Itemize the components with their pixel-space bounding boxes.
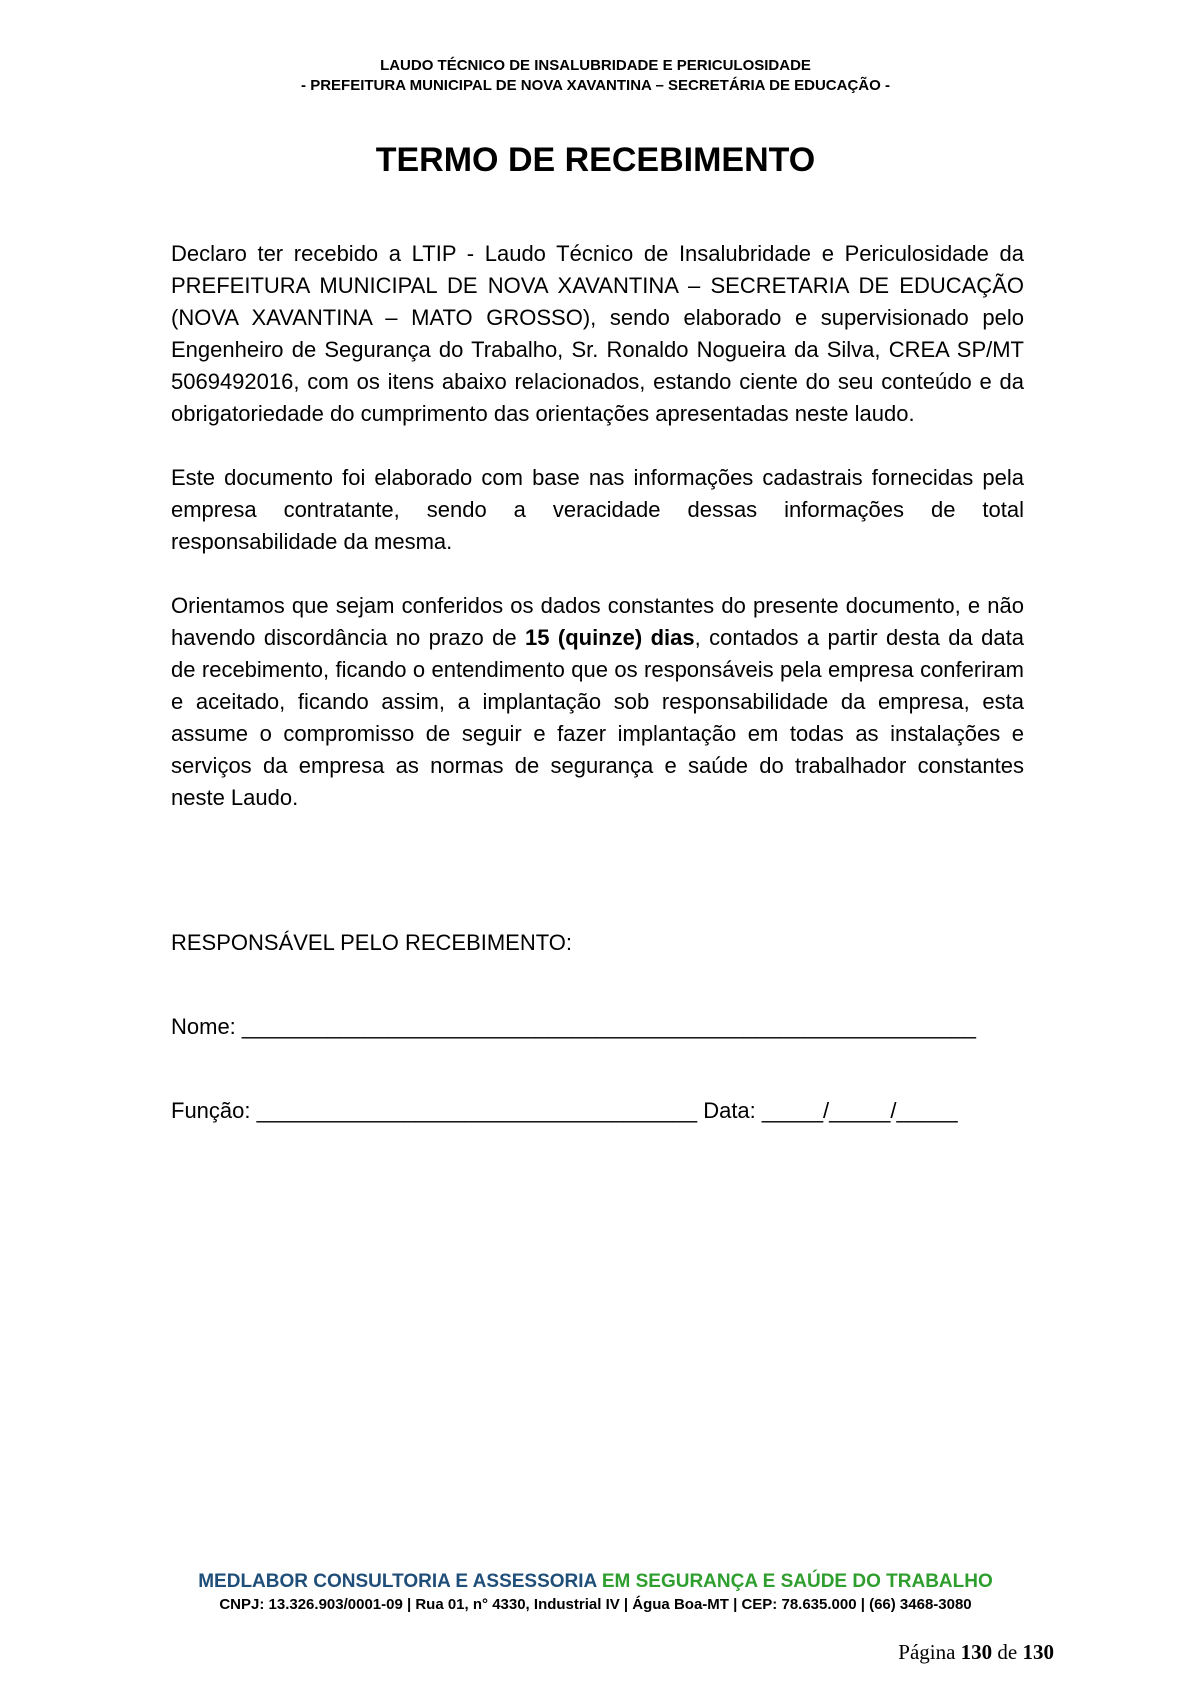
paragraph-orientation	[171, 590, 1024, 814]
footer-company-green: EM SEGURANÇA E SAÚDE DO TRABALHO	[596, 1571, 993, 1592]
name-signature-line: Nome: ____________________________________________________________	[171, 1014, 977, 1039]
page-number	[898, 1640, 1054, 1664]
page-label: Página	[898, 1640, 961, 1664]
header-line-2: - PREFEITURA MUNICIPAL DE NOVA XAVANTINA – SECRETÁRIA DE EDUCAÇÃO -	[301, 77, 890, 94]
footer-company-blue: MEDLABOR CONSULTORIA E ASSESSORIA	[198, 1571, 597, 1592]
footer-company-name	[0, 1570, 1191, 1594]
function-date-signature-line: Função: ____________________________________ Data: _____/_____/_____	[171, 1098, 958, 1123]
header-line-1: LAUDO TÉCNICO DE INSALUBRIDADE E PERICULOSIDADE	[380, 57, 811, 74]
paragraph-orientation-end: , contados a partir desta da data de recebimento, ficando o entendimento que os responsáveis pela empresa conferiram e aceitado, ficando assim, a implantação sob responsabilidade da empresa, esta assume o compromisso de seguir e fazer implantação em todas as instalações e serviços da empresa as normas de segurança e saúde do trabalhador constantes neste Laudo.	[171, 625, 1024, 810]
document-header	[0, 56, 1191, 96]
paragraph-declaration: Declaro ter recebido a LTIP - Laudo Técnico de Insalubridade e Periculosidade da PREFEITURA MUNICIPAL DE NOVA XAVANTINA – SECRETARIA DE EDUCAÇÃO (NOVA XAVANTINA – MATO GROSSO), sendo elaborado e supervisionado pelo Engenheiro de Segurança do Trabalho, Sr. Ronaldo Nogueira da Silva, CREA SP/MT 5069492016, com os itens abaixo relacionados, estando ciente do seu conteúdo e da obrigatoriedade do cumprimento das orientações apresentadas neste laudo.	[171, 241, 1024, 426]
page-current: 130	[960, 1640, 993, 1664]
page-title: TERMO DE RECEBIMENTO	[375, 141, 816, 179]
paragraph-orientation-start: Orientamos que sejam conferidos os dados constantes do presente documento, e não havendo discordância no prazo de	[171, 593, 1024, 650]
page-of: de	[992, 1640, 1023, 1664]
document-body	[171, 238, 1024, 814]
signature-section-title: RESPONSÁVEL PELO RECEBIMENTO:	[171, 930, 573, 955]
page-total: 130	[1022, 1640, 1054, 1664]
footer-address: CNPJ: 13.326.903/0001-09 | Rua 01, n° 4330, Industrial IV | Água Boa-MT | CEP: 78.635.000 | (66) 3468-3080	[219, 1596, 972, 1613]
paragraph-information-basis: Este documento foi elaborado com base nas informações cadastrais fornecidas pela empresa contratante, sendo a veracidade dessas informações de total responsabilidade da mesma.	[171, 465, 1024, 554]
deadline-emphasis: 15 (quinze) dias	[524, 625, 695, 650]
